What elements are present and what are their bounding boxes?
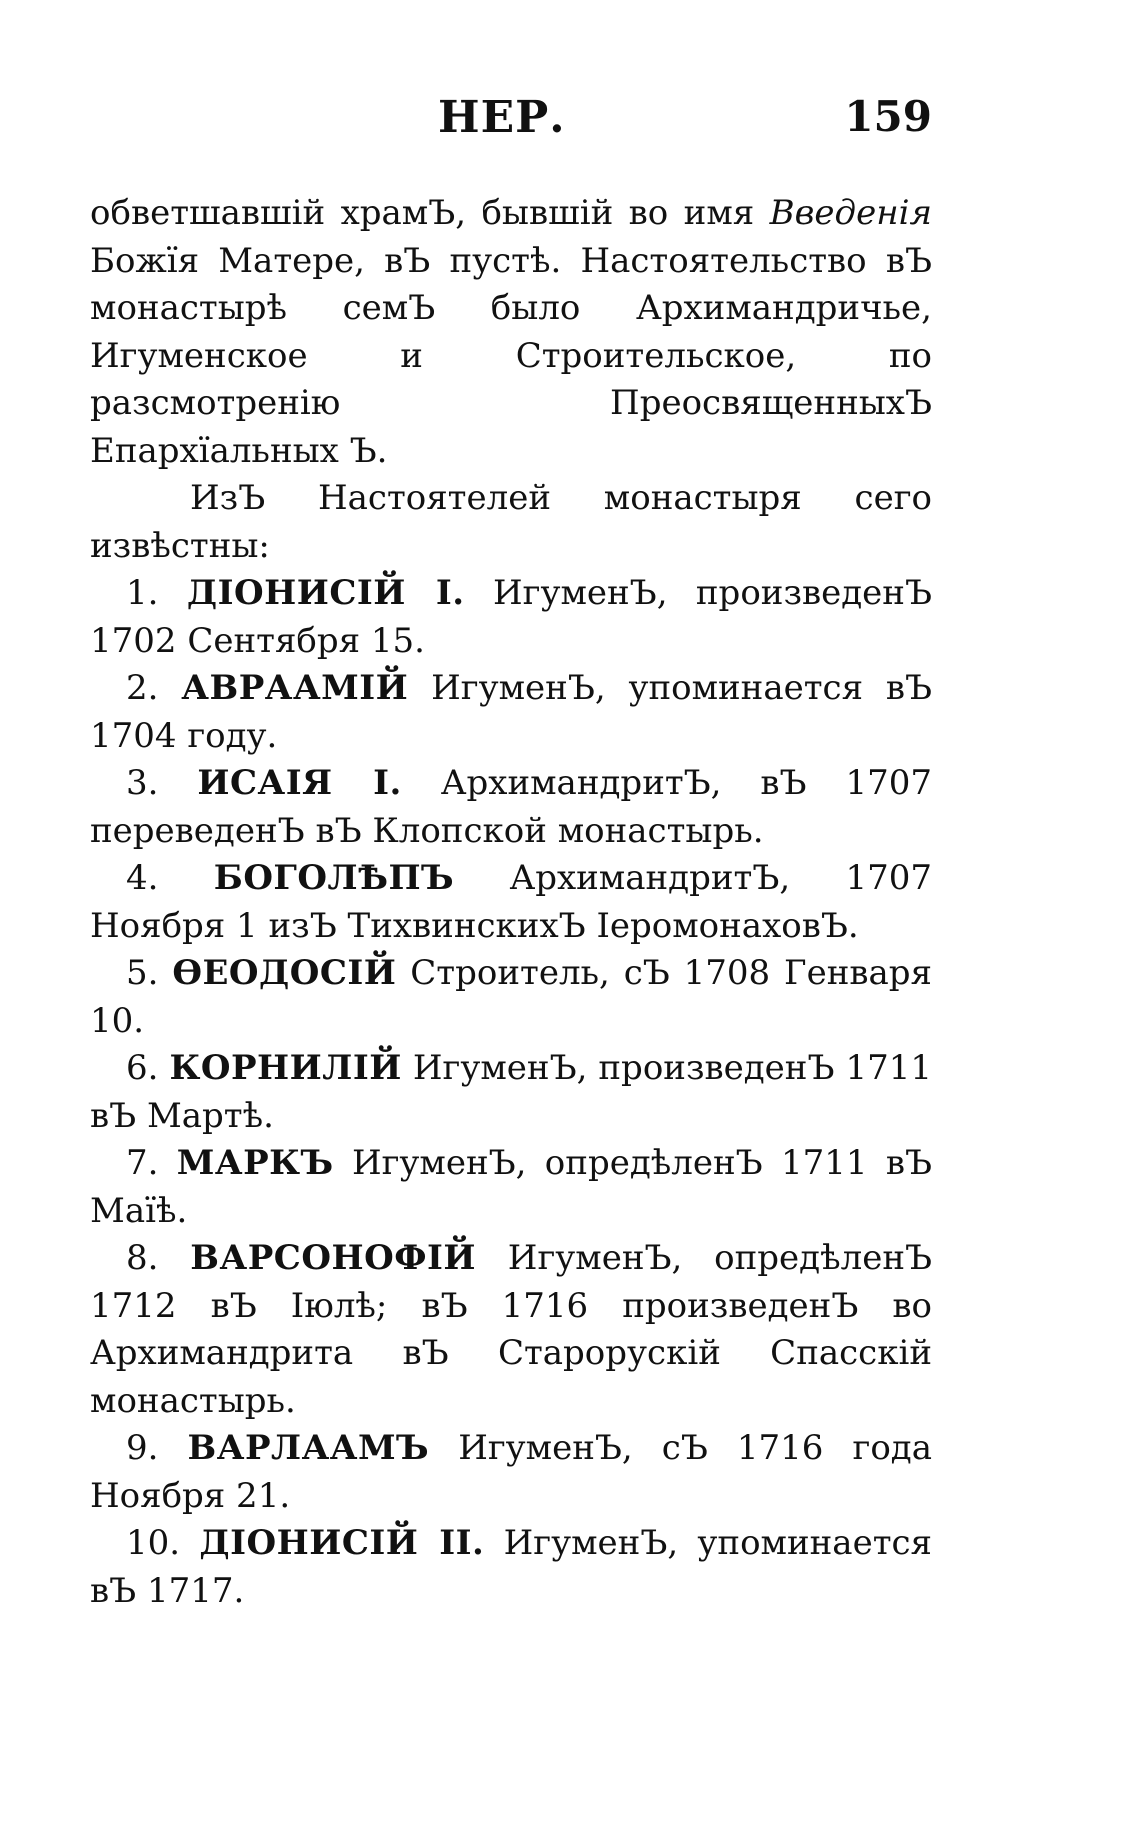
entry-text: ИгуменЪ, упоминается вЪ 1717. (90, 1523, 933, 1611)
list-item (90, 760, 932, 855)
list-item (90, 1140, 932, 1235)
entry-text: ИгуменЪ, упоминается вЪ 1704 году. (90, 668, 932, 756)
opening-text-before: обветшавшій храмЪ, бывшій во имя (90, 193, 770, 233)
body-text (90, 190, 932, 1615)
entry-number: 4. (126, 858, 159, 898)
entry-name: КОРНИЛІЙ (169, 1048, 402, 1088)
entry-number: 9. (126, 1428, 159, 1468)
entry-number: 6. (126, 1048, 159, 1088)
list-item (90, 1425, 932, 1520)
entry-name: ДІОНИСІЙ II. (199, 1523, 485, 1563)
dedication-name: Введенія (769, 193, 932, 233)
entry-text: ИгуменЪ, опредѣленЪ 1711 вЪ Маїѣ. (90, 1143, 932, 1231)
entry-name: ѲЕОДОСІЙ (172, 953, 397, 993)
entry-text: Строитель, сЪ 1708 Генваря 10. (90, 953, 932, 1041)
entry-number: 7. (126, 1143, 159, 1183)
entry-number: 2. (126, 668, 159, 708)
list-item (90, 665, 932, 760)
entry-text: АрхимандритЪ, 1707 Ноября 1 изЪ ТихвинскихЪ ІеромонаховЪ. (90, 858, 933, 946)
entry-text: ИгуменЪ, произведенЪ 1702 Сентября 15. (90, 573, 932, 661)
page-number: 159 (844, 92, 932, 141)
intro-paragraph: ИзЪ Настоятелей монастыря сего извѣстны: (90, 478, 932, 566)
list-item (90, 1235, 932, 1425)
running-head (90, 92, 932, 152)
list-item (90, 570, 932, 665)
entry-name: АВРААМІЙ (181, 668, 409, 708)
running-title: НЕР. (438, 92, 566, 143)
list-item (90, 1045, 932, 1140)
entry-text: ИгуменЪ, произведенЪ 1711 вЪ Мартѣ. (90, 1048, 932, 1136)
entry-number: 5. (126, 953, 159, 993)
entry-name: ВАРЛААМЪ (187, 1428, 430, 1468)
entry-number: 1. (126, 573, 159, 613)
opening-text-after: Божїя Матере, вЪ пустѣ. Настоятельство вЪ монастырѣ семЪ было Архимандричье, Игуменское и Строительское, по разсмотренію ПреосвященныхЪ Епархїальных Ъ. (90, 240, 932, 471)
opening-paragraph (90, 190, 932, 475)
entry-text: АрхимандритЪ, вЪ 1707 переведенЪ вЪ Клопской монастырь. (90, 763, 932, 851)
list-item (90, 950, 932, 1045)
entry-name: МАРКЪ (176, 1143, 334, 1183)
entry-name: ИСАІЯ I. (197, 763, 402, 803)
list-item (90, 1520, 932, 1615)
entry-text: ИгуменЪ, сЪ 1716 года Ноября 21. (90, 1428, 932, 1516)
entry-name: ДІОНИСІЙ I. (186, 573, 465, 613)
list-item (90, 855, 932, 950)
entry-name: БОГОЛѢПЪ (213, 858, 455, 898)
entry-text: ИгуменЪ, опредѣленЪ 1712 вЪ Іюлѣ; вЪ 1716 произведенЪ во Архимандрита вЪ Старорускій Спасскій монастырь. (90, 1238, 932, 1421)
entry-name: ВАРСОНОФІЙ (190, 1238, 476, 1278)
entry-number: 10. (126, 1523, 181, 1563)
entry-number: 3. (126, 763, 159, 803)
entry-number: 8. (126, 1238, 159, 1278)
